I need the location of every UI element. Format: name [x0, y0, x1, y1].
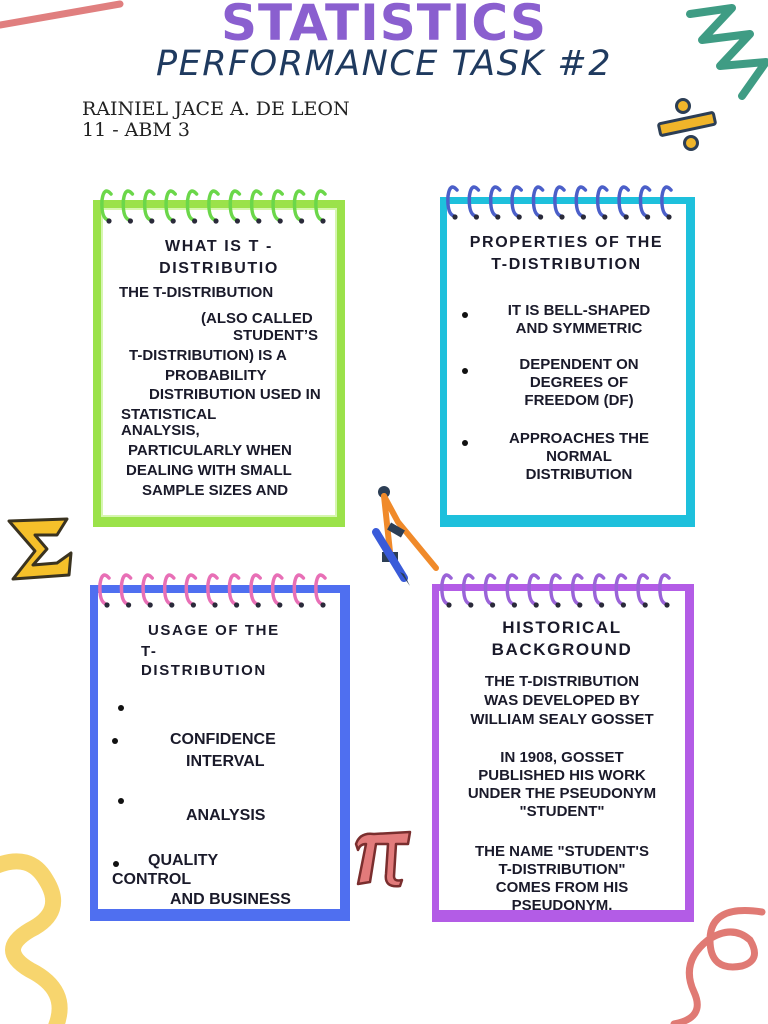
card-heading-clipped: DISTRIBUTIO	[159, 260, 279, 277]
bullet-dot	[462, 368, 468, 374]
list-item-clipped: AND BUSINESS	[170, 891, 291, 908]
card-heading: WHAT IS T -	[165, 238, 273, 255]
author-name: RAINIEL JACE A. DE LEON	[82, 98, 350, 120]
card-body-line: PROBABILITY	[165, 367, 267, 384]
card-heading: HISTORICAL	[502, 618, 622, 637]
card-body-line: SAMPLE SIZES AND	[142, 482, 289, 499]
card-body-line: T-DISTRIBUTION"	[498, 861, 626, 878]
card-history	[432, 584, 694, 922]
card-properties	[440, 197, 695, 527]
card-body-line: IN 1908, GOSSET	[500, 749, 624, 766]
bullet-dot-clipped	[118, 798, 124, 802]
author-block	[82, 99, 350, 141]
card-body-line: DISTRIBUTION USED IN	[149, 386, 321, 403]
divide-icon	[655, 96, 721, 156]
bullet-dot	[462, 440, 468, 446]
card-what-is	[93, 200, 345, 527]
card-body-line: STUDENT’S	[233, 327, 319, 344]
card-body-line: PARTICULARLY WHEN	[128, 442, 292, 459]
card-heading: DISTRIBUTION	[141, 662, 267, 679]
pencil-icon	[368, 526, 418, 590]
card-body-line: THE T-DISTRIBUTION	[119, 284, 274, 301]
author-section: 11 - ABM 3	[82, 119, 190, 141]
card-body-line: (ALSO CALLED	[201, 310, 313, 327]
card-heading: USAGE OF THE	[148, 622, 280, 639]
list-item: QUALITY	[148, 852, 219, 869]
card-body-line: ANALYSIS,	[121, 422, 200, 439]
bullet-dot-clipped	[118, 705, 124, 708]
list-item: CONTROL	[112, 871, 192, 888]
card-body-line: UNDER THE PSEUDONYM	[467, 785, 657, 802]
card-body-line: COMES FROM HIS	[495, 879, 629, 896]
card-body-line: STATISTICAL	[121, 406, 217, 423]
card-body-line: "STUDENT"	[519, 803, 605, 820]
card-heading: BACKGROUND	[491, 640, 633, 659]
list-item: ANALYSIS	[186, 807, 266, 824]
page-subtitle: PERFORMANCE TASK #2	[155, 44, 613, 84]
bullet-dot	[112, 738, 118, 744]
card-body-line: PUBLISHED HIS WORK	[478, 767, 646, 784]
card-body-line: PSEUDONYM.	[511, 897, 613, 914]
card-body-line: DEALING WITH SMALL	[126, 462, 292, 479]
card-heading: T-	[141, 643, 158, 660]
card-heading: PROPERTIES OF THE	[469, 234, 664, 251]
list-item: APPROACHES THE NORMAL DISTRIBUTION	[508, 430, 650, 483]
card-body-line: T-DISTRIBUTION) IS A	[129, 347, 287, 364]
pi-icon	[350, 826, 416, 886]
card-heading: T-DISTRIBUTION	[491, 256, 642, 273]
list-item: CONFIDENCE	[170, 731, 276, 748]
bullet-dot	[113, 861, 119, 867]
sigma-icon	[5, 513, 77, 583]
card-body-line: THE T-DISTRIBUTION	[484, 673, 640, 690]
card-body-line: THE NAME "STUDENT'S	[474, 843, 650, 860]
card-body-line: WAS DEVELOPED BY	[484, 692, 640, 709]
page-title: STATISTICS	[220, 0, 548, 52]
list-item: DEPENDENT ON DEGREES OF FREEDOM (DF)	[519, 356, 639, 409]
card-usage	[90, 585, 350, 921]
bullet-dot	[462, 312, 468, 318]
card-body-line: WILLIAM SEALY GOSSET	[470, 711, 654, 728]
list-item-clipped: INTERVAL	[186, 753, 265, 770]
list-item: IT IS BELL-SHAPED AND SYMMETRIC	[507, 302, 651, 337]
